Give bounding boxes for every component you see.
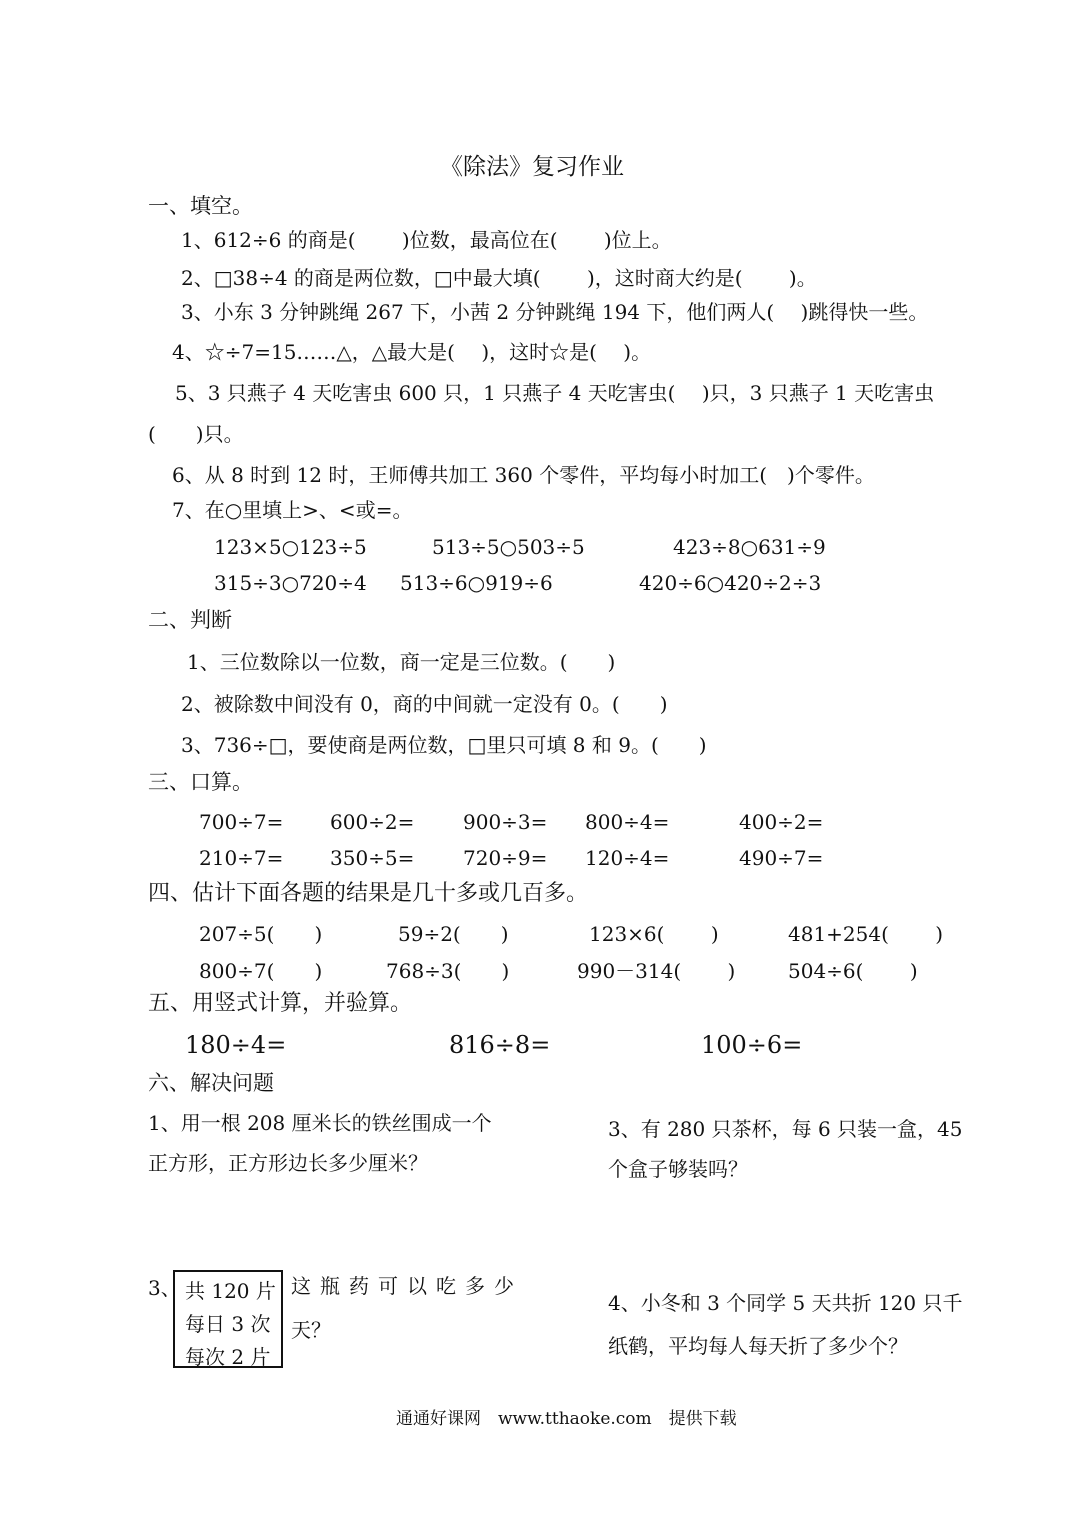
compare-item: 420÷6○420÷2÷3 [639, 571, 822, 595]
footer-text: 通通好课网 www.tthaoke.com 提供下载 [396, 1409, 737, 1429]
question-text: 4、☆÷7=15……△，△最大是( )，这时☆是( )。 [172, 340, 652, 364]
problem-text: 1、用一根 208 厘米长的铁丝围成一个 [148, 1111, 492, 1135]
question-text: ( )只。 [148, 422, 244, 446]
medicine-label-box [173, 1270, 283, 1368]
estimate-item: 768÷3( ) [386, 959, 510, 983]
mental-math-item: 700÷7= [199, 810, 284, 834]
vertical-calc-item: 816÷8= [449, 1031, 551, 1059]
section-heading-vertical-calc: 五、用竖式计算，并验算。 [148, 991, 413, 1016]
section-heading-solve-problems: 六、解决问题 [148, 1071, 274, 1095]
compare-item: 513÷5○503÷5 [432, 535, 585, 559]
problem-text: 这瓶药可以吃多少 [291, 1274, 523, 1298]
problem-text: 4、小冬和 3 个同学 5 天共折 120 只千 [608, 1291, 963, 1315]
vertical-calc-item: 180÷4= [185, 1031, 287, 1059]
mental-math-item: 800÷4= [585, 810, 670, 834]
section-heading-fill-blank: 一、填空。 [148, 194, 253, 218]
compare-item: 513÷6○919÷6 [400, 571, 553, 595]
section-heading-judge: 二、判断 [148, 608, 232, 632]
problem-text: 天？ [291, 1318, 331, 1342]
section-heading-estimate: 四、估计下面各题的结果是几十多或几百多。 [148, 881, 589, 906]
question-text: 6、从 8 时到 12 时，王师傅共加工 360 个零件，平均每小时加工( )个零件。 [172, 463, 875, 487]
medicine-label-line: 每日 3 次 [185, 1312, 271, 1336]
estimate-item: 59÷2( ) [398, 922, 509, 946]
question-text: 1、612÷6 的商是( )位数，最高位在( )位上。 [181, 228, 672, 252]
problem-text: 个盒子够装吗？ [608, 1157, 748, 1181]
estimate-item: 504÷6( ) [788, 959, 918, 983]
question-text: 2、被除数中间没有 0，商的中间就一定没有 0。( ) [181, 692, 668, 716]
estimate-item: 481+254( ) [788, 922, 944, 946]
problem-text: 正方形，正方形边长多少厘米？ [148, 1151, 428, 1175]
question-text: 5、3 只燕子 4 天吃害虫 600 只，1 只燕子 4 天吃害虫( )只，3 只燕子 1 天吃害虫 [175, 381, 935, 405]
estimate-item: 207÷5( ) [199, 922, 323, 946]
compare-item: 423÷8○631÷9 [673, 535, 826, 559]
mental-math-item: 350÷5= [330, 846, 415, 870]
compare-item: 315÷3○720÷4 [214, 571, 367, 595]
mental-math-item: 400÷2= [739, 810, 824, 834]
mental-math-item: 210÷7= [199, 846, 284, 870]
medicine-label-line: 每次 2 片 [185, 1345, 271, 1369]
question-text: 2、□38÷4 的商是两位数，□中最大填( )，这时商大约是( )。 [181, 266, 817, 290]
problem-text: 纸鹤，平均每人每天折了多少个？ [608, 1334, 908, 1358]
problem-text: 3、有 280 只茶杯，每 6 只装一盒，45 [608, 1117, 963, 1141]
question-text: 3、736÷□，要使商是两位数，□里只可填 8 和 9。( ) [181, 733, 707, 757]
vertical-calc-item: 100÷6= [701, 1031, 803, 1059]
mental-math-item: 900÷3= [463, 810, 548, 834]
estimate-item: 990－314( ) [577, 959, 736, 983]
mental-math-item: 600÷2= [330, 810, 415, 834]
estimate-item: 123×6( ) [589, 922, 719, 946]
mental-math-item: 120÷4= [585, 846, 670, 870]
section-heading-mental-math: 三、口算。 [148, 770, 253, 794]
page-title: 《除法》复习作业 [440, 154, 624, 180]
mental-math-item: 490÷7= [739, 846, 824, 870]
question-text: 7、在○里填上>、<或=。 [172, 498, 413, 522]
question-text: 3、小东 3 分钟跳绳 267 下，小茜 2 分钟跳绳 194 下，他们两人( )跳得快一些。 [181, 300, 929, 324]
medicine-label-line: 共 120 片 [185, 1279, 276, 1303]
problem-number: 3、 [148, 1276, 181, 1300]
question-text: 1、三位数除以一位数，商一定是三位数。( ) [187, 650, 616, 674]
compare-item: 123×5○123÷5 [214, 535, 367, 559]
mental-math-item: 720÷9= [463, 846, 548, 870]
estimate-item: 800÷7( ) [199, 959, 323, 983]
